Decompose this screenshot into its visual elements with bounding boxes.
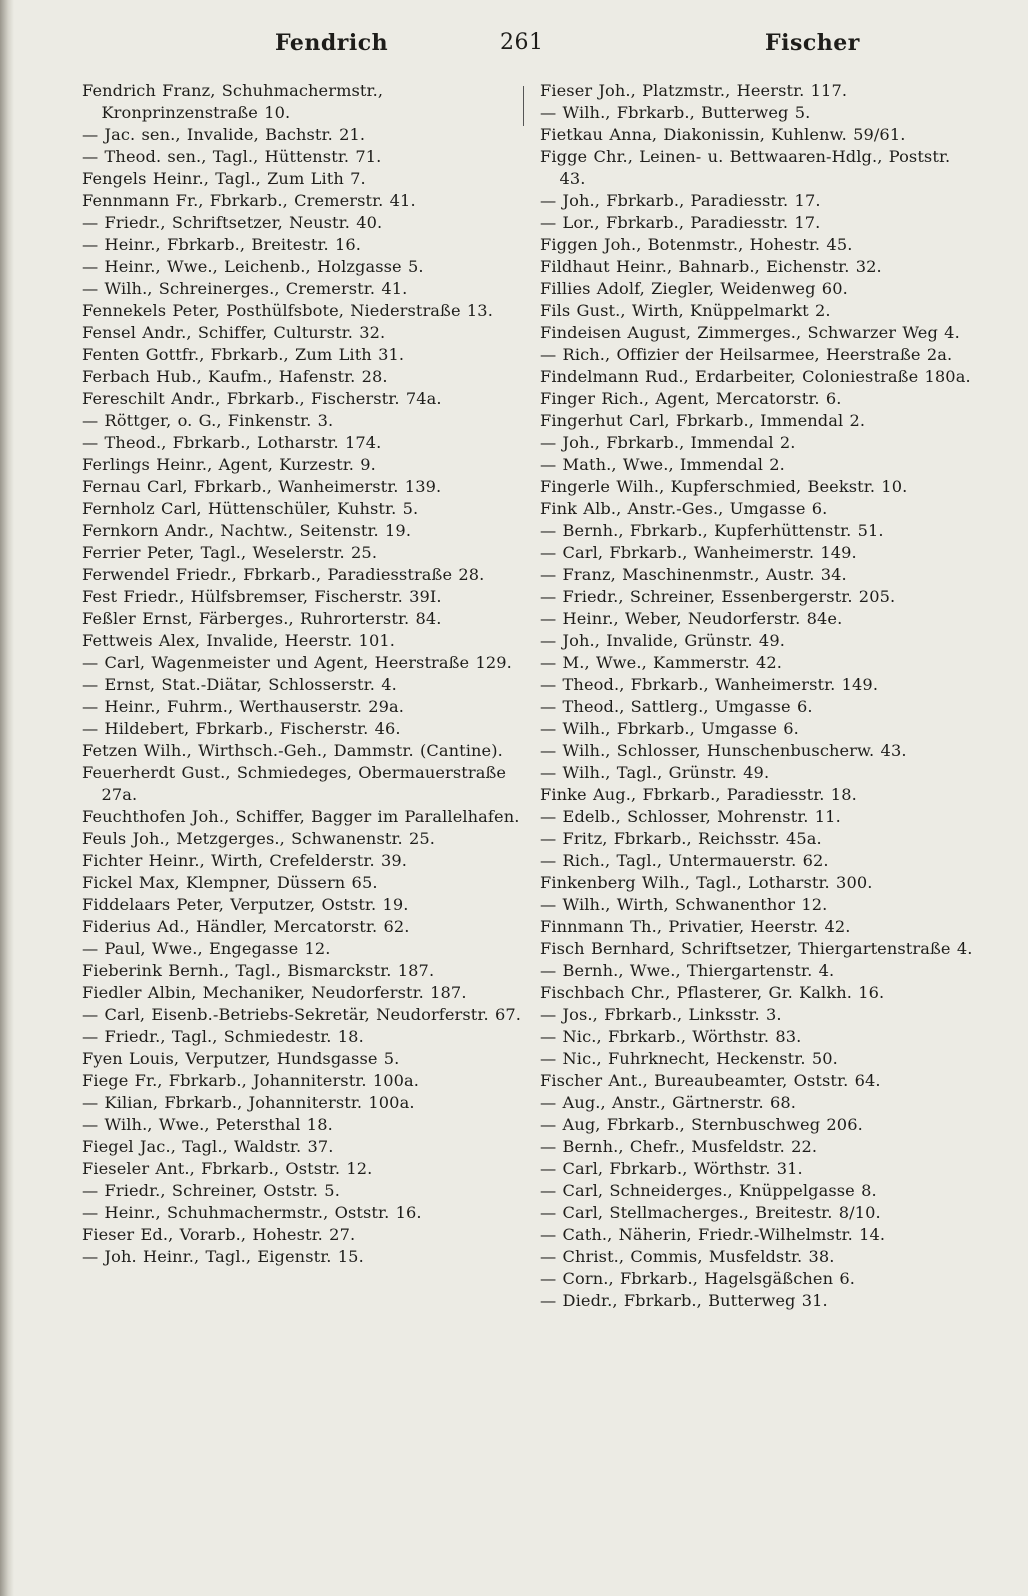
directory-entry: Fennmann Fr., Fbrkarb., Cremerstr. 41.: [82, 191, 416, 210]
directory-entry: Fensel Andr., Schiffer, Culturstr. 32.: [82, 323, 386, 342]
directory-entry: Fernholz Carl, Hüttenschüler, Kuhstr. 5.: [82, 499, 419, 518]
directory-entry: Fildhaut Heinr., Bahnarb., Eichenstr. 32.: [540, 257, 882, 276]
directory-entry: Ferwendel Friedr., Fbrkarb., Paradiesstraße 28.: [82, 565, 485, 584]
directory-entry: Fils Gust., Wirth, Knüppelmarkt 2.: [540, 301, 831, 320]
directory-entry: Ferbach Hub., Kaufm., Hafenstr. 28.: [82, 367, 388, 386]
header-left-keyword: Fendrich: [275, 30, 389, 56]
directory-entry: Fichter Heinr., Wirth, Crefelderstr. 39.: [82, 851, 407, 870]
directory-entry: — Christ., Commis, Musfeldstr. 38.: [540, 1247, 835, 1266]
directory-entry: — Hildebert, Fbrkarb., Fischerstr. 46.: [82, 719, 401, 738]
directory-entry: — Wilh., Schlosser, Hunschenbuscherw. 43.: [540, 741, 907, 760]
directory-entry: — Fritz, Fbrkarb., Reichsstr. 45a.: [540, 829, 822, 848]
directory-entry: — Carl, Fbrkarb., Wanheimerstr. 149.: [540, 543, 857, 562]
directory-entry: Fengels Heinr., Tagl., Zum Lith 7.: [82, 169, 366, 188]
directory-entry: Fisch Bernhard, Schriftsetzer, Thiergartenstraße 4.: [540, 939, 973, 958]
directory-entry: — Theod., Fbrkarb., Wanheimerstr. 149.: [540, 675, 879, 694]
directory-entry: — Joh., Fbrkarb., Immendal 2.: [540, 433, 796, 452]
right-column: [540, 80, 980, 1312]
directory-entry: — Röttger, o. G., Finkenstr. 3.: [82, 411, 334, 430]
directory-entry: Ferlings Heinr., Agent, Kurzestr. 9.: [82, 455, 376, 474]
directory-entry: — Theod., Fbrkarb., Lotharstr. 174.: [82, 433, 382, 452]
directory-entry: — Friedr., Schreiner, Essenbergerstr. 205.: [540, 587, 896, 606]
directory-entry: — Aug., Anstr., Gärtnerstr. 68.: [540, 1093, 797, 1112]
directory-entry: Feuls Joh., Metzgerges., Schwanenstr. 25.: [82, 829, 436, 848]
header-right-keyword: Fischer: [765, 30, 860, 56]
directory-entry: — Wilh., Schreinerges., Cremerstr. 41.: [82, 279, 408, 298]
directory-entry: Findeisen August, Zimmerges., Schwarzer Weg 4.: [540, 323, 960, 342]
directory-entry: — Theod. sen., Tagl., Hüttenstr. 71.: [82, 147, 382, 166]
directory-entry: — Edelb., Schlosser, Mohrenstr. 11.: [540, 807, 841, 826]
directory-entry: — Bernh., Wwe., Thiergartenstr. 4.: [540, 961, 835, 980]
directory-entry: Fendrich Franz, Schuhmachermstr., Kronprinzenstraße 10.: [82, 81, 384, 122]
directory-entry: — Carl, Schneiderges., Knüppelgasse 8.: [540, 1181, 877, 1200]
directory-entry: — Nic., Fbrkarb., Wörthstr. 83.: [540, 1027, 802, 1046]
directory-entry: — Jac. sen., Invalide, Bachstr. 21.: [82, 125, 366, 144]
directory-entry: Fettweis Alex, Invalide, Heerstr. 101.: [82, 631, 395, 650]
directory-entry: — Joh. Heinr., Tagl., Eigenstr. 15.: [82, 1247, 364, 1266]
directory-entry: Fiderius Ad., Händler, Mercatorstr. 62.: [82, 917, 410, 936]
directory-entry: Fernkorn Andr., Nachtw., Seitenstr. 19.: [82, 521, 412, 540]
directory-entry: — Bernh., Chefr., Musfeldstr. 22.: [540, 1137, 818, 1156]
directory-entry: — Kilian, Fbrkarb., Johanniterstr. 100a.: [82, 1093, 415, 1112]
directory-entry: — Wilh., Fbrkarb., Butterweg 5.: [540, 103, 811, 122]
directory-entry: Ferrier Peter, Tagl., Weselerstr. 25.: [82, 543, 378, 562]
directory-entry: — Bernh., Fbrkarb., Kupferhüttenstr. 51.: [540, 521, 884, 540]
directory-entry: Fieseler Ant., Fbrkarb., Oststr. 12.: [82, 1159, 373, 1178]
directory-entry: — Corn., Fbrkarb., Hagelsgäßchen 6.: [540, 1269, 855, 1288]
directory-entry: — Aug, Fbrkarb., Sternbuschweg 206.: [540, 1115, 863, 1134]
directory-entry: — Wilh., Wirth, Schwanenthor 12.: [540, 895, 828, 914]
directory-entry: — Heinr., Wwe., Leichenb., Holzgasse 5.: [82, 257, 424, 276]
directory-entry: — Heinr., Schuhmachermstr., Oststr. 16.: [82, 1203, 422, 1222]
directory-entry: — Jos., Fbrkarb., Linksstr. 3.: [540, 1005, 782, 1024]
directory-entry: Finke Aug., Fbrkarb., Paradiesstr. 18.: [540, 785, 857, 804]
directory-entry: — Heinr., Weber, Neudorferstr. 84e.: [540, 609, 843, 628]
directory-entry: — Carl, Wagenmeister und Agent, Heerstraße 129.: [82, 653, 512, 672]
directory-entry: Feuchthofen Joh., Schiffer, Bagger im Parallelhafen.: [82, 807, 520, 826]
directory-entry: Fiege Fr., Fbrkarb., Johanniterstr. 100a.: [82, 1071, 420, 1090]
directory-entry: Fingerle Wilh., Kupferschmied, Beekstr. 10.: [540, 477, 908, 496]
directory-entry: Fetzen Wilh., Wirthsch.-Geh., Dammstr. (Cantine).: [82, 741, 503, 760]
directory-entry: — Carl, Eisenb.-Betriebs-Sekretär, Neudorferstr. 67.: [82, 1005, 522, 1024]
directory-entry: Fieser Ed., Vorarb., Hohestr. 27.: [82, 1225, 356, 1244]
directory-entry: Fenten Gottfr., Fbrkarb., Zum Lith 31.: [82, 345, 405, 364]
directory-entry: — Nic., Fuhrknecht, Heckenstr. 50.: [540, 1049, 838, 1068]
directory-entry: Finger Rich., Agent, Mercatorstr. 6.: [540, 389, 842, 408]
directory-entry: Fieberink Bernh., Tagl., Bismarckstr. 187.: [82, 961, 435, 980]
directory-entry: Fischer Ant., Bureaubeamter, Oststr. 64.: [540, 1071, 881, 1090]
left-column: [82, 80, 522, 1268]
directory-entry: Fiddelaars Peter, Verputzer, Oststr. 19.: [82, 895, 409, 914]
directory-entry: — Wilh., Wwe., Petersthal 18.: [82, 1115, 333, 1134]
directory-entry: Fischbach Chr., Pflasterer, Gr. Kalkh. 16.: [540, 983, 885, 1002]
directory-entry: Fiedler Albin, Mechaniker, Neudorferstr. 187.: [82, 983, 467, 1002]
directory-entry: — Friedr., Schriftsetzer, Neustr. 40.: [82, 213, 383, 232]
directory-entry: Fietkau Anna, Diakonissin, Kuhlenw. 59/61.: [540, 125, 906, 144]
directory-entry: Figge Chr., Leinen- u. Bettwaaren-Hdlg., Poststr. 43.: [540, 147, 951, 188]
directory-entry: Fickel Max, Klempner, Düssern 65.: [82, 873, 378, 892]
directory-entry: Finnmann Th., Privatier, Heerstr. 42.: [540, 917, 851, 936]
directory-entry: — M., Wwe., Kammerstr. 42.: [540, 653, 783, 672]
directory-entry: — Theod., Sattlerg., Umgasse 6.: [540, 697, 813, 716]
directory-entry: Fiegel Jac., Tagl., Waldstr. 37.: [82, 1137, 334, 1156]
directory-entry: — Friedr., Schreiner, Oststr. 5.: [82, 1181, 340, 1200]
directory-entry: — Paul, Wwe., Engegasse 12.: [82, 939, 331, 958]
directory-entry: Fieser Joh., Platzmstr., Heerstr. 117.: [540, 81, 848, 100]
directory-entry: — Wilh., Tagl., Grünstr. 49.: [540, 763, 770, 782]
directory-entry: — Joh., Invalide, Grünstr. 49.: [540, 631, 785, 650]
directory-entry: — Rich., Offizier der Heilsarmee, Heerstraße 2a.: [540, 345, 953, 364]
directory-entry: Fereschilt Andr., Fbrkarb., Fischerstr. 74a.: [82, 389, 442, 408]
column-divider: [523, 86, 524, 126]
directory-entry: Figgen Joh., Botenmstr., Hohestr. 45.: [540, 235, 853, 254]
directory-entry: Fingerhut Carl, Fbrkarb., Immendal 2.: [540, 411, 866, 430]
directory-entry: Fink Alb., Anstr.-Ges., Umgasse 6.: [540, 499, 828, 518]
directory-entry: Feuerherdt Gust., Schmiedeges, Obermauerstraße 27a.: [82, 763, 507, 804]
directory-entry: — Joh., Fbrkarb., Paradiesstr. 17.: [540, 191, 821, 210]
directory-entry: — Franz, Maschinenmstr., Austr. 34.: [540, 565, 847, 584]
directory-entry: — Carl, Stellmacherges., Breitestr. 8/10.: [540, 1203, 881, 1222]
directory-entry: — Wilh., Fbrkarb., Umgasse 6.: [540, 719, 799, 738]
directory-entry: — Friedr., Tagl., Schmiedestr. 18.: [82, 1027, 364, 1046]
directory-entry: — Heinr., Fuhrm., Werthauserstr. 29a.: [82, 697, 405, 716]
directory-entry: Fyen Louis, Verputzer, Hundsgasse 5.: [82, 1049, 400, 1068]
directory-entry: Fest Friedr., Hülfsbremser, Fischerstr. 39I.: [82, 587, 442, 606]
directory-entry: Finkenberg Wilh., Tagl., Lotharstr. 300.: [540, 873, 873, 892]
directory-entry: Findelmann Rud., Erdarbeiter, Coloniestraße 180a.: [540, 367, 971, 386]
directory-entry: — Cath., Näherin, Friedr.-Wilhelmstr. 14.: [540, 1225, 886, 1244]
page-number: 261: [500, 30, 544, 55]
page-edge-shadow: [0, 0, 14, 1596]
directory-entry: Feßler Ernst, Färberges., Ruhrorterstr. 84.: [82, 609, 442, 628]
directory-entry: — Ernst, Stat.-Diätar, Schlosserstr. 4.: [82, 675, 397, 694]
directory-entry: — Math., Wwe., Immendal 2.: [540, 455, 785, 474]
directory-entry: Fennekels Peter, Posthülfsbote, Niederstraße 13.: [82, 301, 493, 320]
directory-entry: Fernau Carl, Fbrkarb., Wanheimerstr. 139.: [82, 477, 442, 496]
page-header: [80, 30, 980, 70]
directory-entry: — Rich., Tagl., Untermauerstr. 62.: [540, 851, 829, 870]
directory-entry: — Heinr., Fbrkarb., Breitestr. 16.: [82, 235, 362, 254]
directory-entry: — Lor., Fbrkarb., Paradiesstr. 17.: [540, 213, 821, 232]
directory-entry: — Carl, Fbrkarb., Wörthstr. 31.: [540, 1159, 803, 1178]
directory-entry: Fillies Adolf, Ziegler, Weidenweg 60.: [540, 279, 848, 298]
directory-entry: — Diedr., Fbrkarb., Butterweg 31.: [540, 1291, 828, 1310]
